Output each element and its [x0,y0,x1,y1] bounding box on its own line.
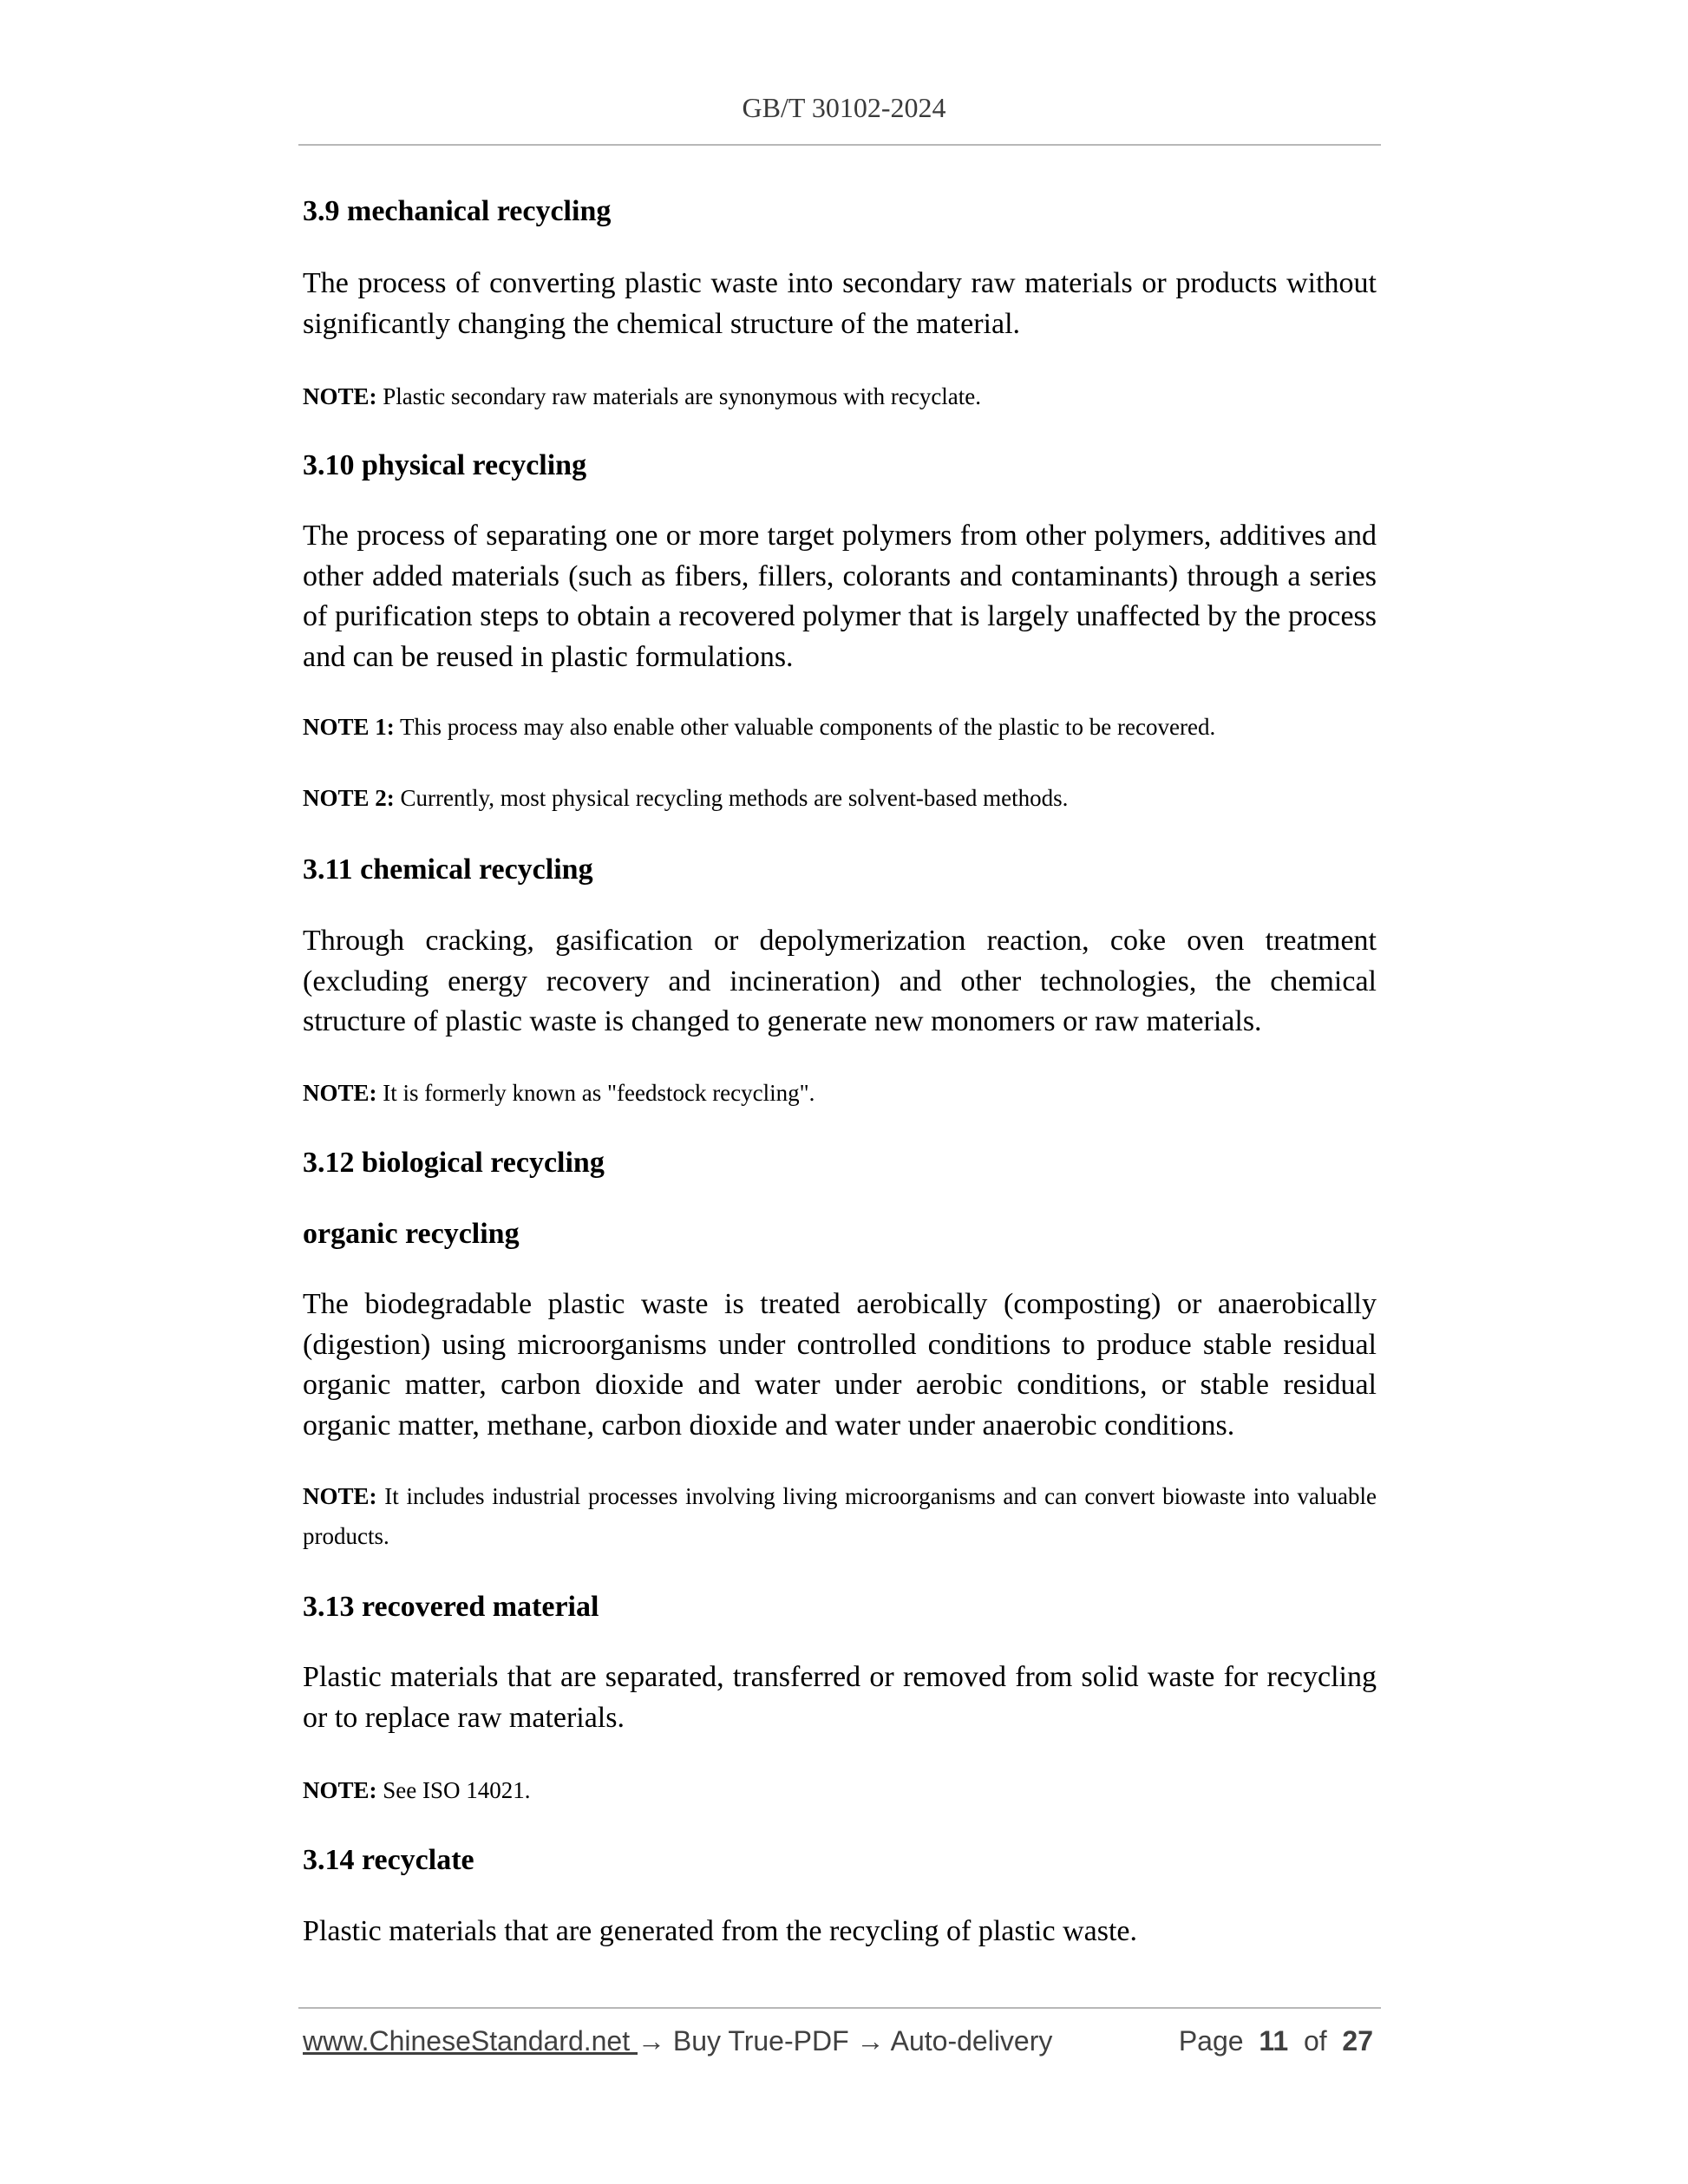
definition-text: The process of converting plastic waste into secondary raw materials or products without significantly changing the chemical structure of the material. [303,267,1377,340]
section-3-11 [303,850,1377,890]
section-3-12 [303,1143,1377,1183]
section-3-9-note [303,376,1377,416]
note-text: Plastic secondary raw materials are synonymous with recyclate. [383,383,982,409]
section-heading: 3.10 physical recycling [303,449,587,481]
arrow-right-icon: → [638,2025,665,2056]
section-3-9-body [303,264,1377,344]
arrow-right-icon: → [856,2025,885,2056]
note-label: NOTE 1: [303,714,395,740]
section-3-13-body [303,1658,1377,1738]
section-3-13-note [303,1770,1377,1810]
of-label: of [1303,2025,1327,2056]
note-label: NOTE: [303,1483,377,1509]
alternative-term: organic recycling [303,1218,520,1250]
section-3-13 [303,1587,1377,1627]
section-3-11-note [303,1073,1377,1113]
footer-divider [298,2007,1381,2009]
footer-promo [303,2021,1052,2061]
page-footer [303,2021,1377,2061]
note [303,1476,1377,1556]
note-text: It includes industrial processes involving living microorganisms and can convert biowaste into valuable products. [303,1483,1377,1549]
note [303,778,1377,818]
note-label: NOTE: [303,1080,377,1106]
section-3-12-alt-term [303,1214,1377,1254]
page-indicator [1179,2021,1373,2061]
section-heading: 3.9 mechanical recycling [303,195,612,227]
note-label: NOTE: [303,1777,377,1803]
section-3-14 [303,1841,1377,1880]
definition-text: Plastic materials that are separated, transferred or removed from solid waste for recycling or to replace raw materials. [303,1661,1377,1734]
note [303,707,1377,747]
definition-text: Through cracking, gasification or depolymerization reaction, coke oven treatment (excluding energy recovery and incineration) and other technologies, the chemical structure of plastic waste is changed to generate new monomers or raw materials. [303,925,1377,1037]
section-3-12-body [303,1285,1377,1446]
section-3-10 [303,446,1377,486]
section-heading: 3.13 recovered material [303,1591,599,1623]
note-text: Currently, most physical recycling methods are solvent-based methods. [400,785,1069,811]
section-3-12-note [303,1476,1377,1556]
note-text: It is formerly known as "feedstock recycling". [383,1080,815,1106]
section-3-11-body [303,921,1377,1043]
buy-pdf-text: Buy True-PDF [672,2025,849,2056]
note-label: NOTE: [303,383,377,409]
section-3-14-body [303,1912,1377,1952]
page-label: Page [1178,2025,1244,2056]
definition-text: Plastic materials that are generated from the recycling of plastic waste. [303,1915,1137,1947]
page-number: 11 [1259,2025,1289,2056]
section-heading: 3.14 recyclate [303,1844,474,1876]
site-link[interactable]: www.ChineseStandard.net [303,2025,638,2056]
header-divider [298,144,1381,146]
section-3-9 [303,192,1377,232]
note [303,376,1377,416]
note-text: This process may also enable other valuable components of the plastic to be recovered. [400,714,1216,740]
section-3-10-body [303,516,1377,677]
section-heading: 3.12 biological recycling [303,1147,605,1179]
definition-text: The process of separating one or more target polymers from other polymers, additives and other added materials (such as fibers, fillers, colorants and contaminants) through a series of purification steps to obtain a recovered polymer that is largely unaffected by the process and can be reused in plastic formulations. [303,520,1377,673]
definition-text: The biodegradable plastic waste is treated aerobically (composting) or anaerobically (digestion) using microorganisms under controlled conditions to produce stable residual organic matter, carbon dioxide and water under aerobic conditions, or stable residual organic matter, methane, carbon dioxide and water under anaerobic conditions. [303,1288,1377,1442]
auto-delivery-text: Auto-delivery [890,2025,1053,2056]
note [303,1770,1377,1810]
note-label: NOTE 2: [303,785,395,811]
note-text: See ISO 14021. [383,1777,531,1803]
section-3-10-note-1 [303,707,1377,747]
document-id-header: GB/T 30102-2024 [742,92,946,123]
note [303,1073,1377,1113]
section-3-10-note-2 [303,778,1377,818]
section-heading: 3.11 chemical recycling [303,853,593,886]
page-total: 27 [1342,2025,1373,2056]
